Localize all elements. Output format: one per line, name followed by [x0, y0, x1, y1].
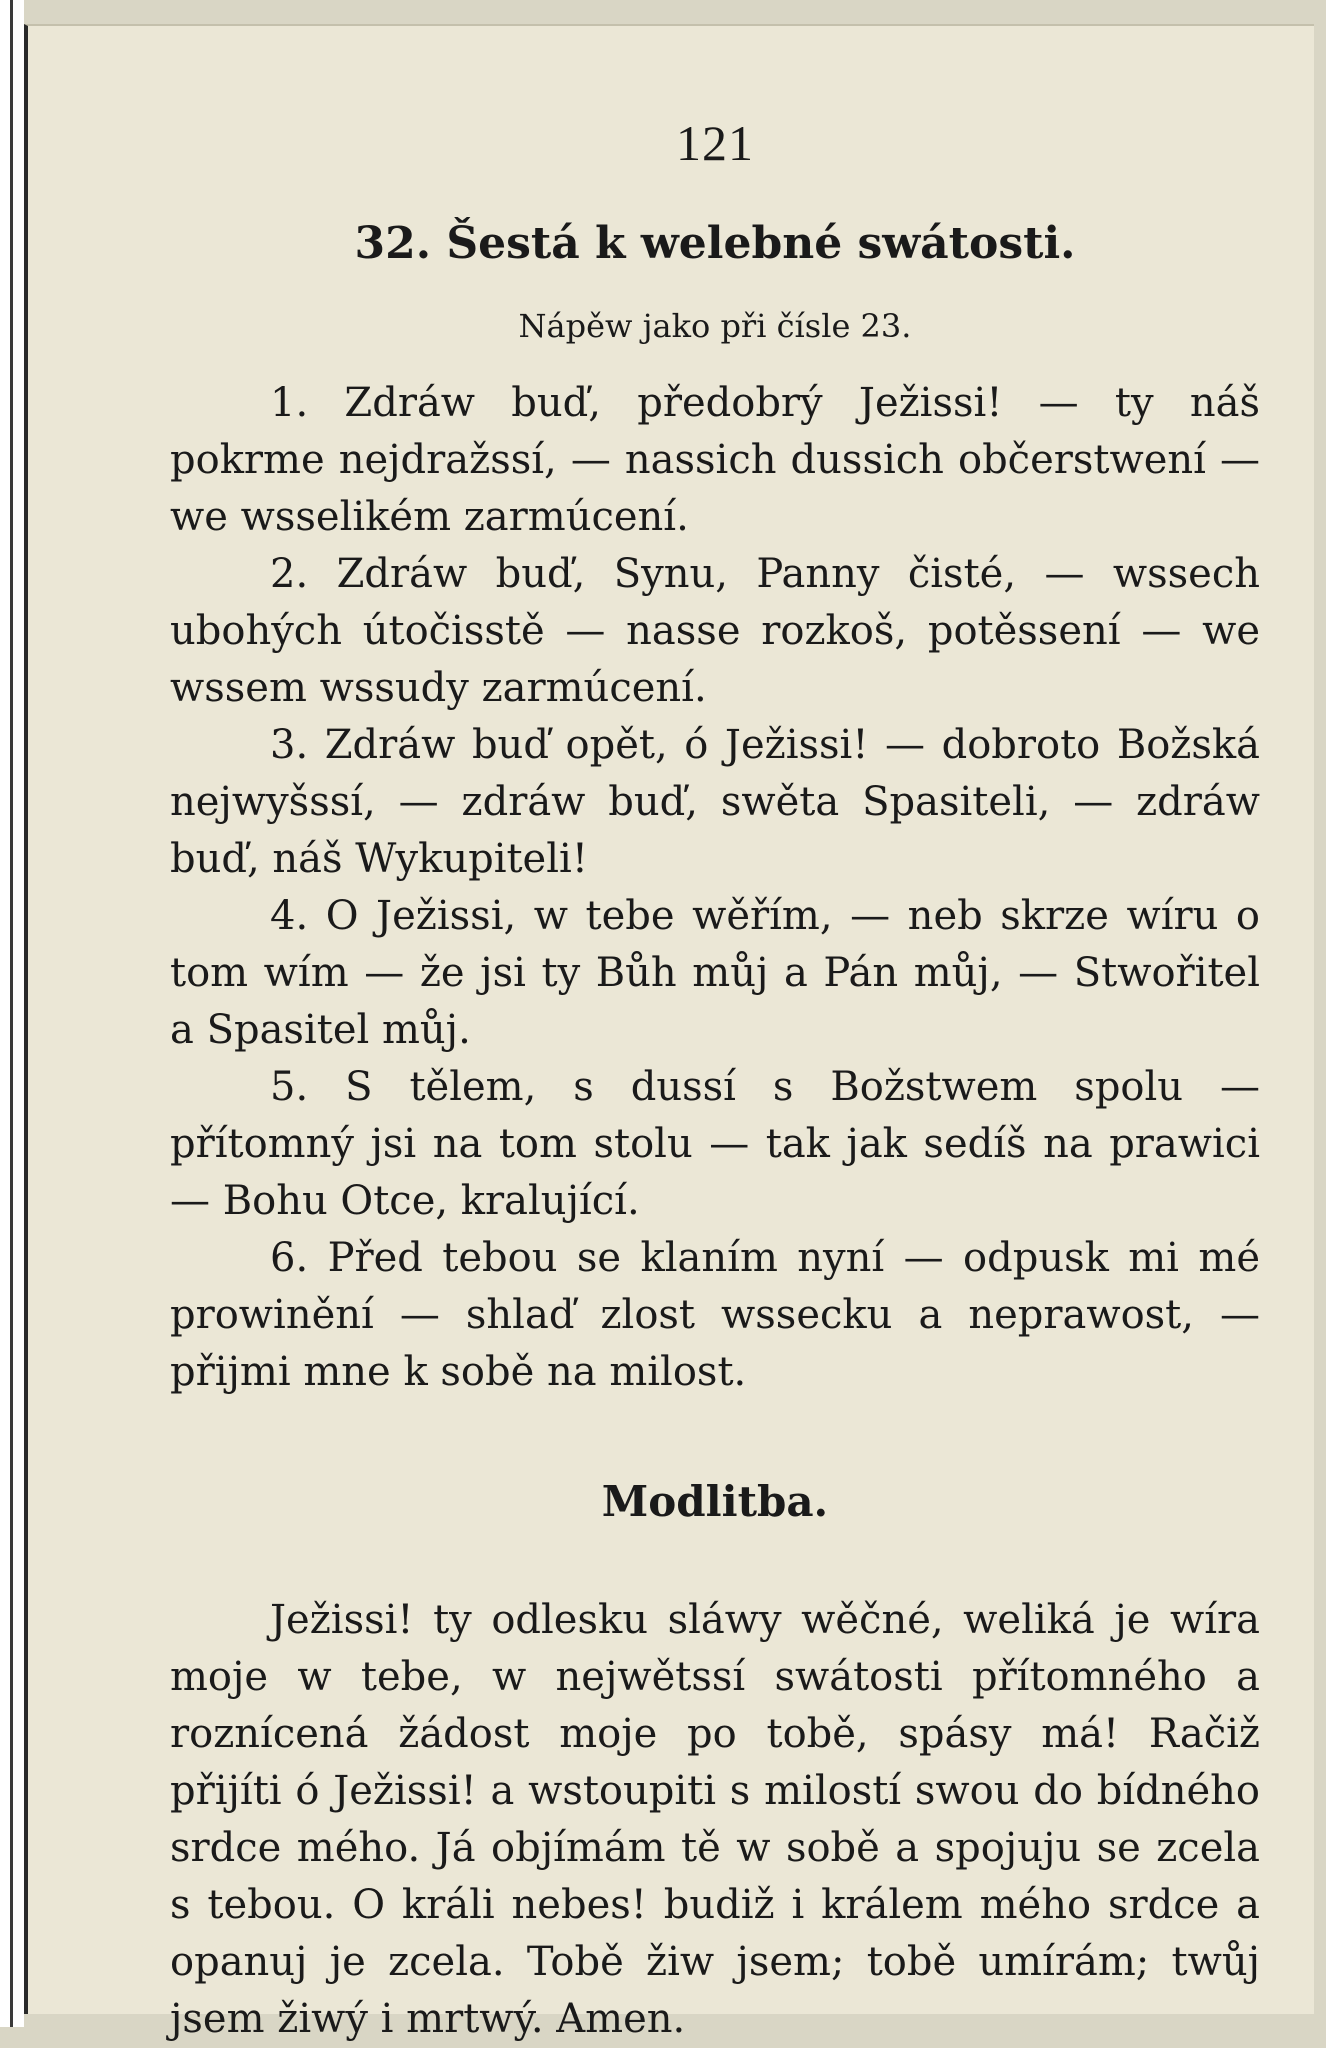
hymn-verses	[170, 375, 1260, 1401]
verse-4: 4. O Ježissi, w tebe wěřím, — neb skrze wíru o tom wím — že jsi ty Bůh můj a Pán můj, — Stwořitel a Spasitel můj.	[170, 893, 1260, 1053]
page-number: 121	[676, 115, 754, 171]
verse-5: 5. S tělem, s dussí s Božstwem spolu — přítomný jsi na tom stolu — tak jak sedíš na prawici — Bohu Otce, kralující.	[170, 1064, 1260, 1224]
verse-2: 2. Zdráw buď, Synu, Panny čisté, — wssech ubohých útočisstě — nasse rozkoš, potěssení — we wssem wssudy zarmúcení.	[170, 551, 1260, 711]
verse-3: 3. Zdráw buď opět, ó Ježissi! — dobroto Božská nejwyšssí, — zdráw buď, swěta Spasiteli, — zdráw buď, náš Wykupiteli!	[170, 722, 1260, 882]
hymn-melody-note: Nápěw jako při čísle 23.	[518, 307, 912, 345]
verse-6: 6. Před tebou se klaním nyní — odpusk mi mé prowinění — shlaď zlost wssecku a neprawost, — přijmi mne k sobě na milost.	[170, 1235, 1260, 1395]
hymn-title: 32. Šestá k welebné swátosti.	[354, 218, 1076, 269]
binding-edge	[10, 0, 13, 2027]
page-content	[170, 100, 1260, 2048]
prayer-heading: Modlitba.	[601, 1477, 829, 1526]
verse-1: 1. Zdráw buď, předobrý Ježissi! — ty náš pokrme nejdražssí, — nassich dussich občerstwení — we wsselikém zarmúcení.	[170, 380, 1260, 540]
prayer-text: Ježissi! ty odlesku sláwy wěčné, weliká je wíra moje w tebe, w nejwětssí swátosti přítomného a roznícená žádost moje po tobě, spásy má! Račiž přijíti ó Ježissi! a wstoupiti s milostí swou do bídného srdce mého. Já objímám tě w sobě a spojuju se zcela s tebou. O králi nebes! budiž i králem mého srdce a opanuj je zcela. Tobě žiw jsem; tobě umírám; twůj jsem žiwý i mrtwý. Amen.	[170, 1597, 1260, 2042]
